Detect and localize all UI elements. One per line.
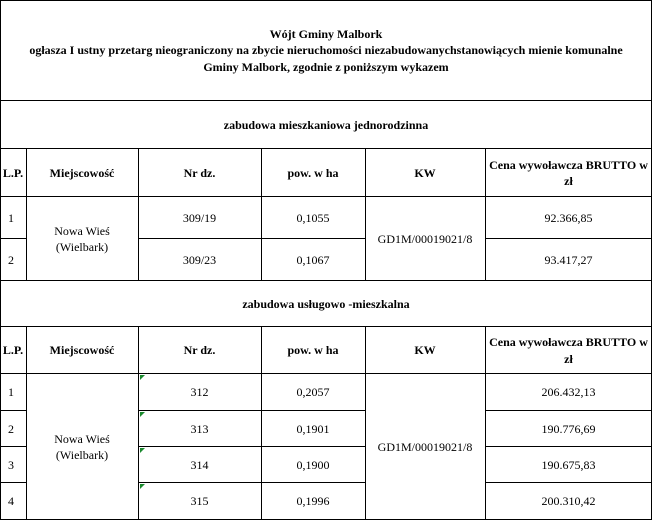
row-price: 190.675,83	[541, 457, 596, 472]
grid-line	[138, 446, 365, 447]
grid-line	[0, 410, 26, 411]
row-plot: 314	[190, 457, 209, 472]
merged-place	[26, 197, 138, 281]
row-area: 0,1996	[296, 494, 330, 509]
grid-line	[485, 326, 486, 520]
grid-line	[0, 148, 652, 149]
grid-line	[0, 326, 652, 327]
row-price: 93.417,27	[544, 252, 593, 267]
grid-line	[0, 482, 26, 483]
row-plot: 313	[190, 421, 209, 436]
col-header-plot: Nr dz.	[183, 343, 216, 358]
merged-kw: GD1M/00019021/8	[377, 231, 473, 246]
row-plot: 312	[190, 385, 209, 400]
row-area: 0,1900	[296, 457, 330, 472]
col-header-place: Miejscowość	[49, 343, 115, 358]
grid-line	[0, 0, 652, 1]
row-plot: 309/23	[182, 252, 217, 267]
row-area: 0,1901	[296, 421, 330, 436]
col-header-price: Cena wywoławcza BRUTTO w zł	[489, 335, 648, 366]
grid-line	[0, 238, 26, 239]
row-price: 92.366,85	[544, 210, 593, 225]
grid-line	[485, 446, 652, 447]
row-area: 0,1067	[296, 252, 330, 267]
row-lp: 4	[8, 494, 14, 509]
grid-line	[138, 482, 365, 483]
row-area: 0,2057	[296, 385, 330, 400]
grid-line	[26, 148, 27, 281]
header-subtitle-cont: Gminy Malbork, zgodnie z poniższym wykazem	[203, 59, 449, 74]
grid-line	[138, 148, 139, 281]
grid-line	[0, 373, 652, 374]
row-lp: 2	[8, 252, 14, 267]
grid-line	[261, 148, 262, 281]
announcement-header	[0, 0, 652, 101]
grid-line	[138, 238, 365, 239]
row-price: 206.432,13	[541, 385, 596, 400]
section-title: zabudowa usługowo -mieszkalna	[242, 296, 410, 311]
col-header-price: Cena wywoławcza BRUTTO w zł	[489, 157, 648, 188]
header-subtitle: ogłasza I ustny przetarg nieograniczony na zbycie nieruchomości niezabudowanychstanowiących mienie komunalne	[29, 43, 623, 58]
row-lp: 2	[8, 421, 14, 436]
row-plot: 315	[190, 494, 209, 509]
place-name: Nowa Wieś	[54, 223, 110, 238]
grid-line	[138, 410, 365, 411]
grid-line	[0, 0, 1, 520]
place-district: (Wielbark)	[55, 448, 109, 462]
row-lp: 1	[8, 210, 14, 225]
col-header-lp: L.P.	[2, 165, 24, 180]
grid-line	[138, 326, 139, 520]
col-header-place: Miejscowość	[49, 165, 115, 180]
grid-line	[0, 196, 652, 197]
grid-line	[0, 446, 26, 447]
col-header-kw: KW	[414, 343, 436, 358]
row-price: 190.776,69	[541, 421, 596, 436]
place-district: (Wielbark)	[55, 240, 109, 254]
col-header-plot: Nr dz.	[183, 165, 216, 180]
row-lp: 1	[8, 385, 14, 400]
merged-kw: GD1M/00019021/8	[377, 439, 473, 454]
col-header-lp: L.P.	[2, 343, 24, 358]
grid-line	[0, 100, 652, 101]
col-header-kw: KW	[414, 165, 436, 180]
grid-line	[365, 148, 366, 281]
row-area: 0,1055	[296, 210, 330, 225]
grid-line	[485, 482, 652, 483]
col-header-area: pow. w ha	[287, 343, 339, 358]
grid-line	[26, 326, 27, 520]
cell-marker	[140, 375, 145, 380]
col-header-area: pow. w ha	[287, 165, 339, 180]
header-title: Wójt Gminy Malbork	[269, 27, 383, 42]
place-name: Nowa Wieś	[54, 431, 110, 446]
grid-line	[365, 326, 366, 520]
section-title: zabudowa mieszkaniowa jednorodzinna	[223, 117, 429, 132]
cell-marker	[140, 448, 145, 453]
grid-line	[485, 148, 486, 281]
cell-marker	[140, 412, 145, 417]
merged-place	[26, 374, 138, 520]
grid-line	[485, 410, 652, 411]
row-lp: 3	[8, 457, 14, 472]
grid-line	[0, 280, 652, 281]
grid-line	[0, 519, 652, 520]
grid-line	[261, 326, 262, 520]
cell-marker	[140, 484, 145, 489]
grid-line	[485, 238, 652, 239]
row-plot: 309/19	[182, 210, 217, 225]
row-price: 200.310,42	[541, 494, 596, 509]
